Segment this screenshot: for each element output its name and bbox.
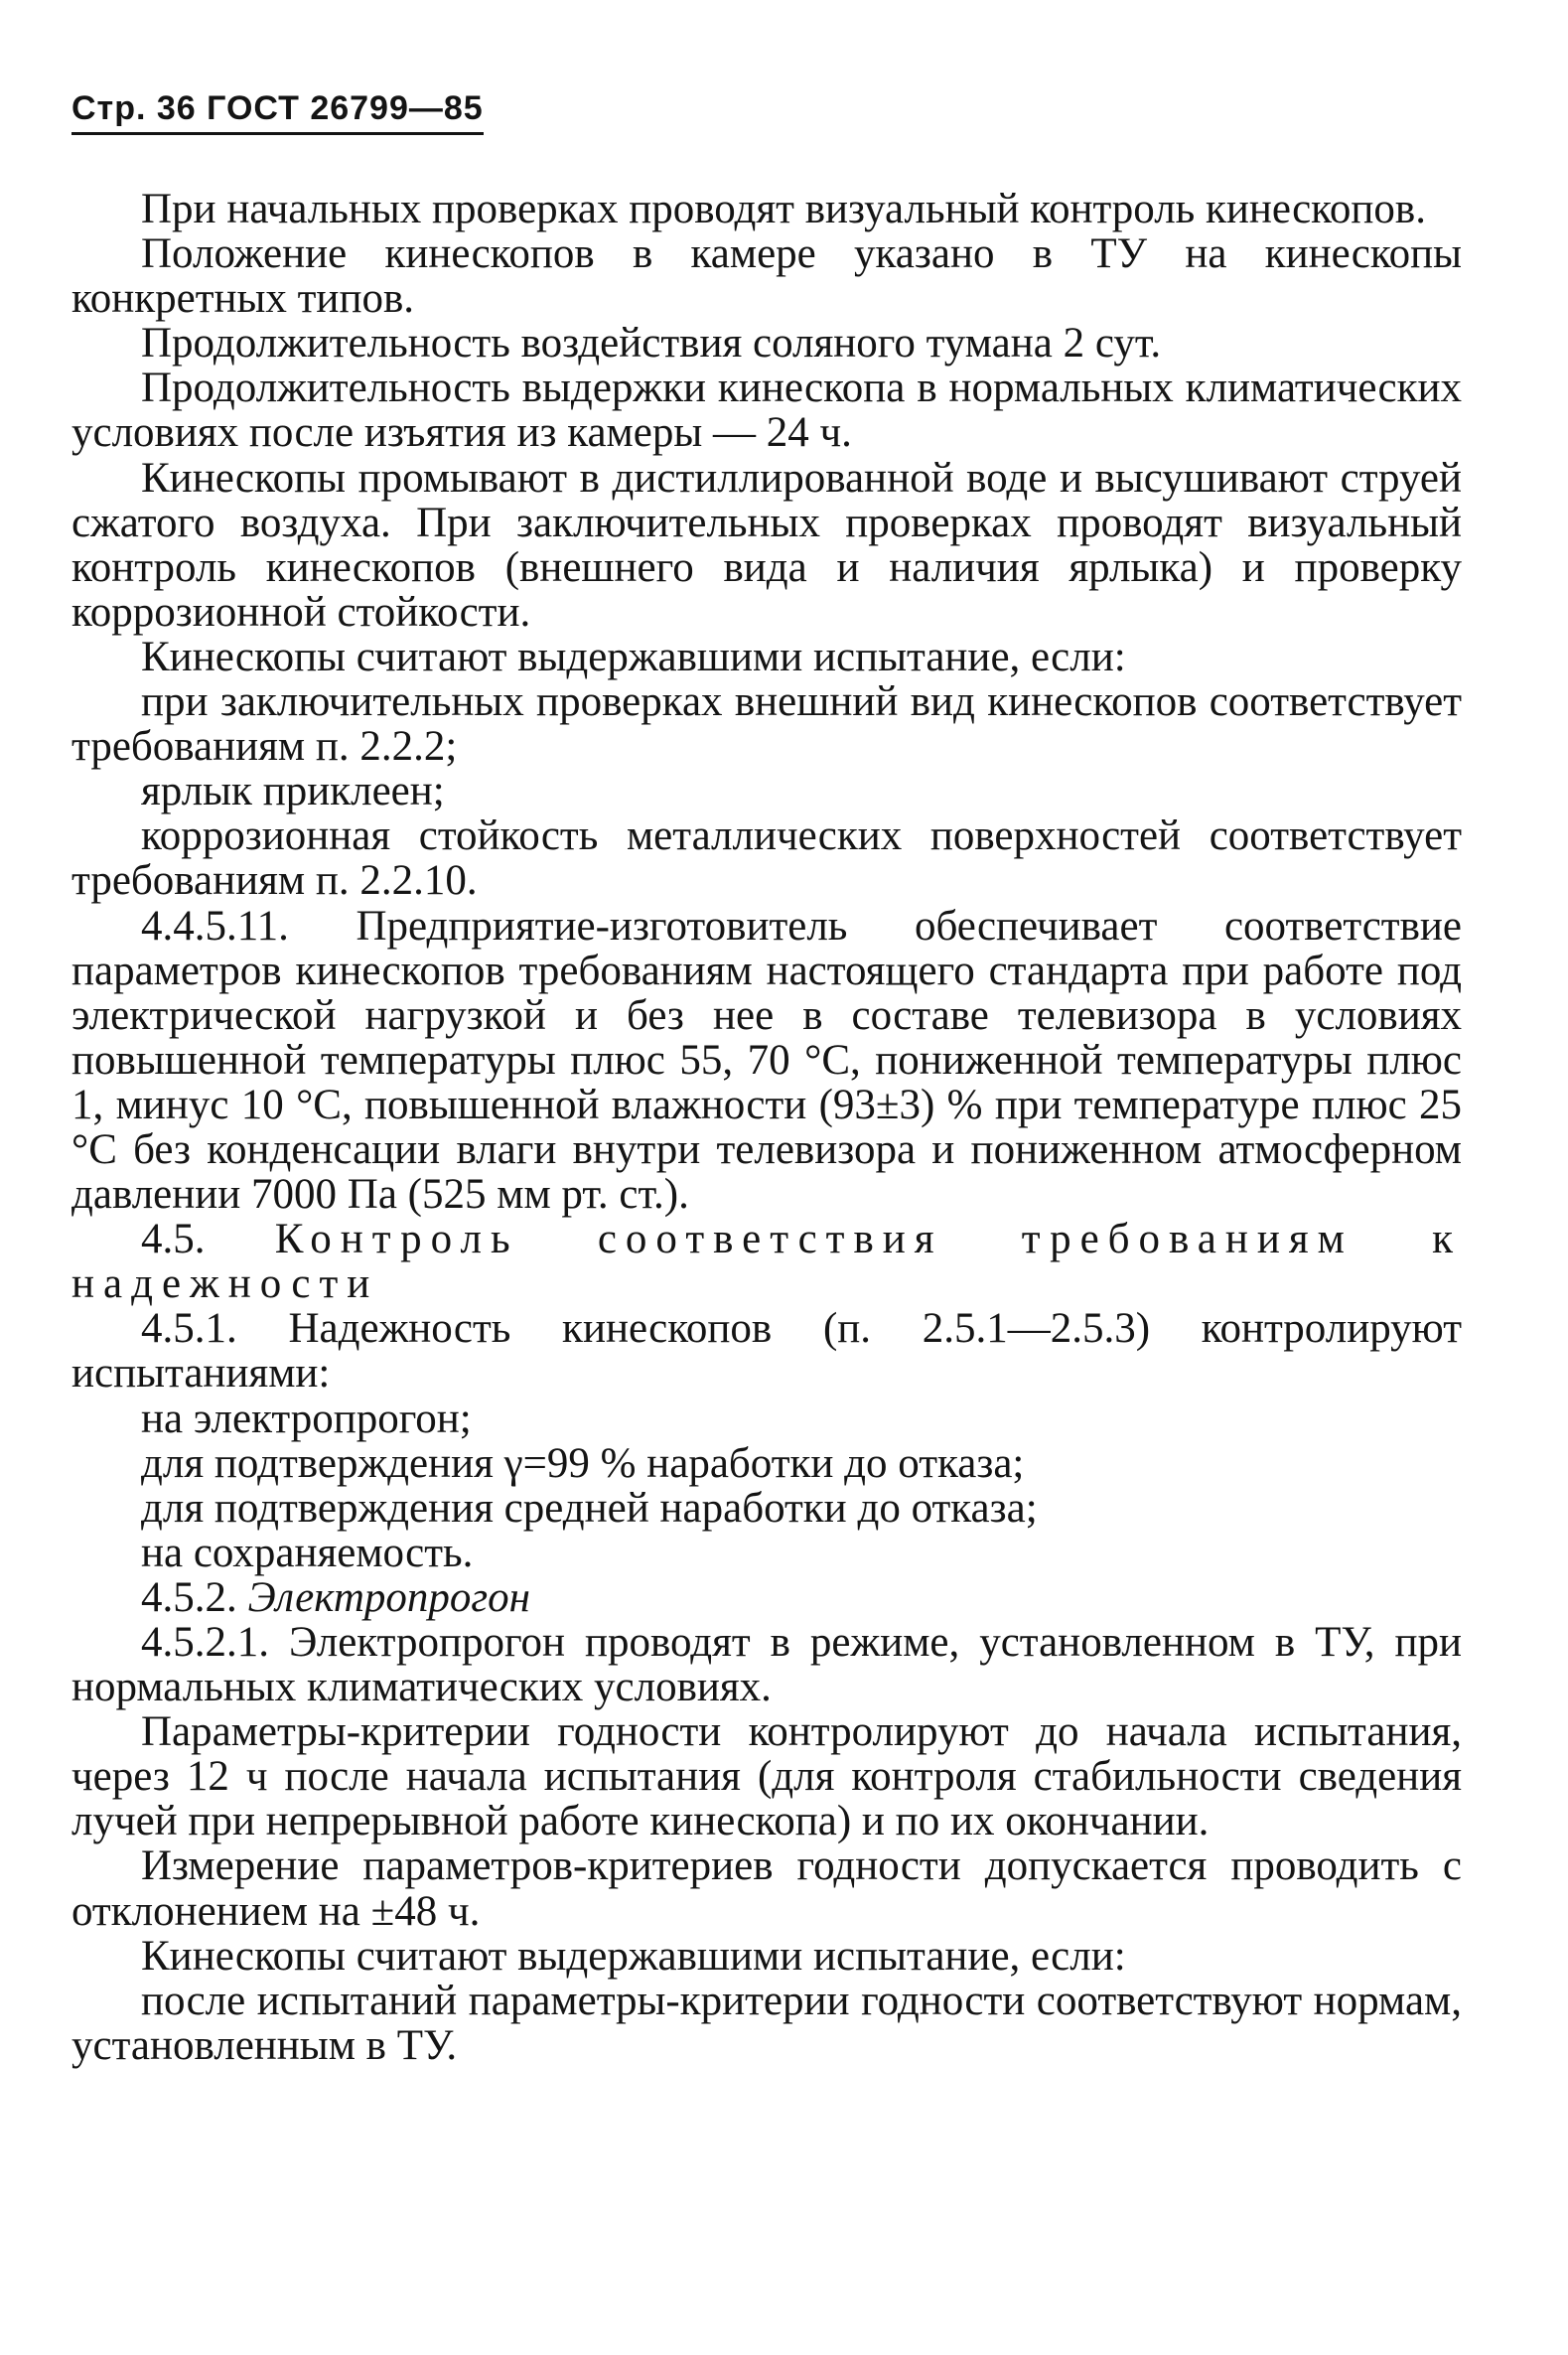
list-item: на электропрогон; [141,1395,472,1442]
subsection-title: Электропрогон [247,1573,530,1621]
list-item: на сохраняемость. [141,1529,474,1576]
paragraph: 4.4.5.11. Предприятие-изготовитель обеспечивает соответствие параметров кинескопов требованиям настоящего стандарта при работе под электрической нагрузкой и без нее в составе телевизора в условиях повышенной температуры плюс 55, 70 °С, пониженной температуры плюс 1, минус 10 °С, повышенной влажности (93±3) % при температуре плюс 25 °С без конденсации влаги внутри телевизора и пониженном атмосферном давлении 7000 Па (525 мм рт. ст.). [71,902,1462,1219]
subsection-number: 4.5.2. [141,1573,237,1621]
paragraph: Параметры-критерии годности контролируют до начала испытания, через 12 ч после начала испытания (для контроля стабильности сведения лучей при непрерывной работе кинескопа) и по их окончании. [71,1708,1462,1845]
paragraph: коррозионная стойкость металлических поверхностей соответствует требованиям п. 2.2.10. [71,812,1462,905]
section-title: Контроль соответствия требованиям к надежности [71,1216,1463,1308]
paragraph: Кинескопы считают выдержавшими испытание, если: [141,633,1126,680]
paragraph: после испытаний параметры-критерии годности соответствуют нормам, установленным в ТУ. [71,1977,1462,2069]
section-number: 4.5. [141,1216,206,1263]
document-body [71,187,1462,2068]
paragraph: Измерение параметров-критериев годности допускается проводить с отклонением на ±48 ч. [71,1842,1462,1935]
paragraph: при заключительных проверках внешний вид кинескопов соответствует требованиям п. 2.2.2; [71,678,1462,771]
page-header: Стр. 36 ГОСТ 26799—85 [71,89,484,135]
paragraph: Положение кинескопов в камере указано в ТУ на кинескопы конкретных типов. [71,230,1462,323]
paragraph: 4.5.2.1. Электропрогон проводят в режиме, установленном в ТУ, при нормальных климатических условиях. [71,1619,1462,1711]
section-heading [71,1217,1462,1306]
paragraph: Кинескопы считают выдержавшими испытание, если: [141,1932,1126,1980]
paragraph: Продолжительность выдержки кинескопа в нормальных климатических условиях после изъятия из камеры — 24 ч. [71,365,1462,457]
subsection-heading [71,1575,1462,1620]
paragraph: 4.5.1. Надежность кинескопов (п. 2.5.1—2.5.3) контролируют испытаниями: [71,1305,1462,1398]
list-item: для подтверждения γ=99 % наработки до отказа; [141,1439,1025,1487]
list-item: для подтверждения средней наработки до отказа; [141,1484,1038,1532]
paragraph: Кинескопы промывают в дистиллированной воде и высушивают струей сжатого воздуха. При заключительных проверках проводят визуальный контроль кинескопов (внешнего вида и наличия ярлыка) и проверку коррозионной стойкости. [71,454,1462,636]
paragraph: ярлык приклеен; [141,768,445,815]
paragraph: Продолжительность воздействия соляного тумана 2 сут. [141,320,1162,368]
paragraph: При начальных проверках проводят визуальный контроль кинескопов. [141,186,1426,232]
